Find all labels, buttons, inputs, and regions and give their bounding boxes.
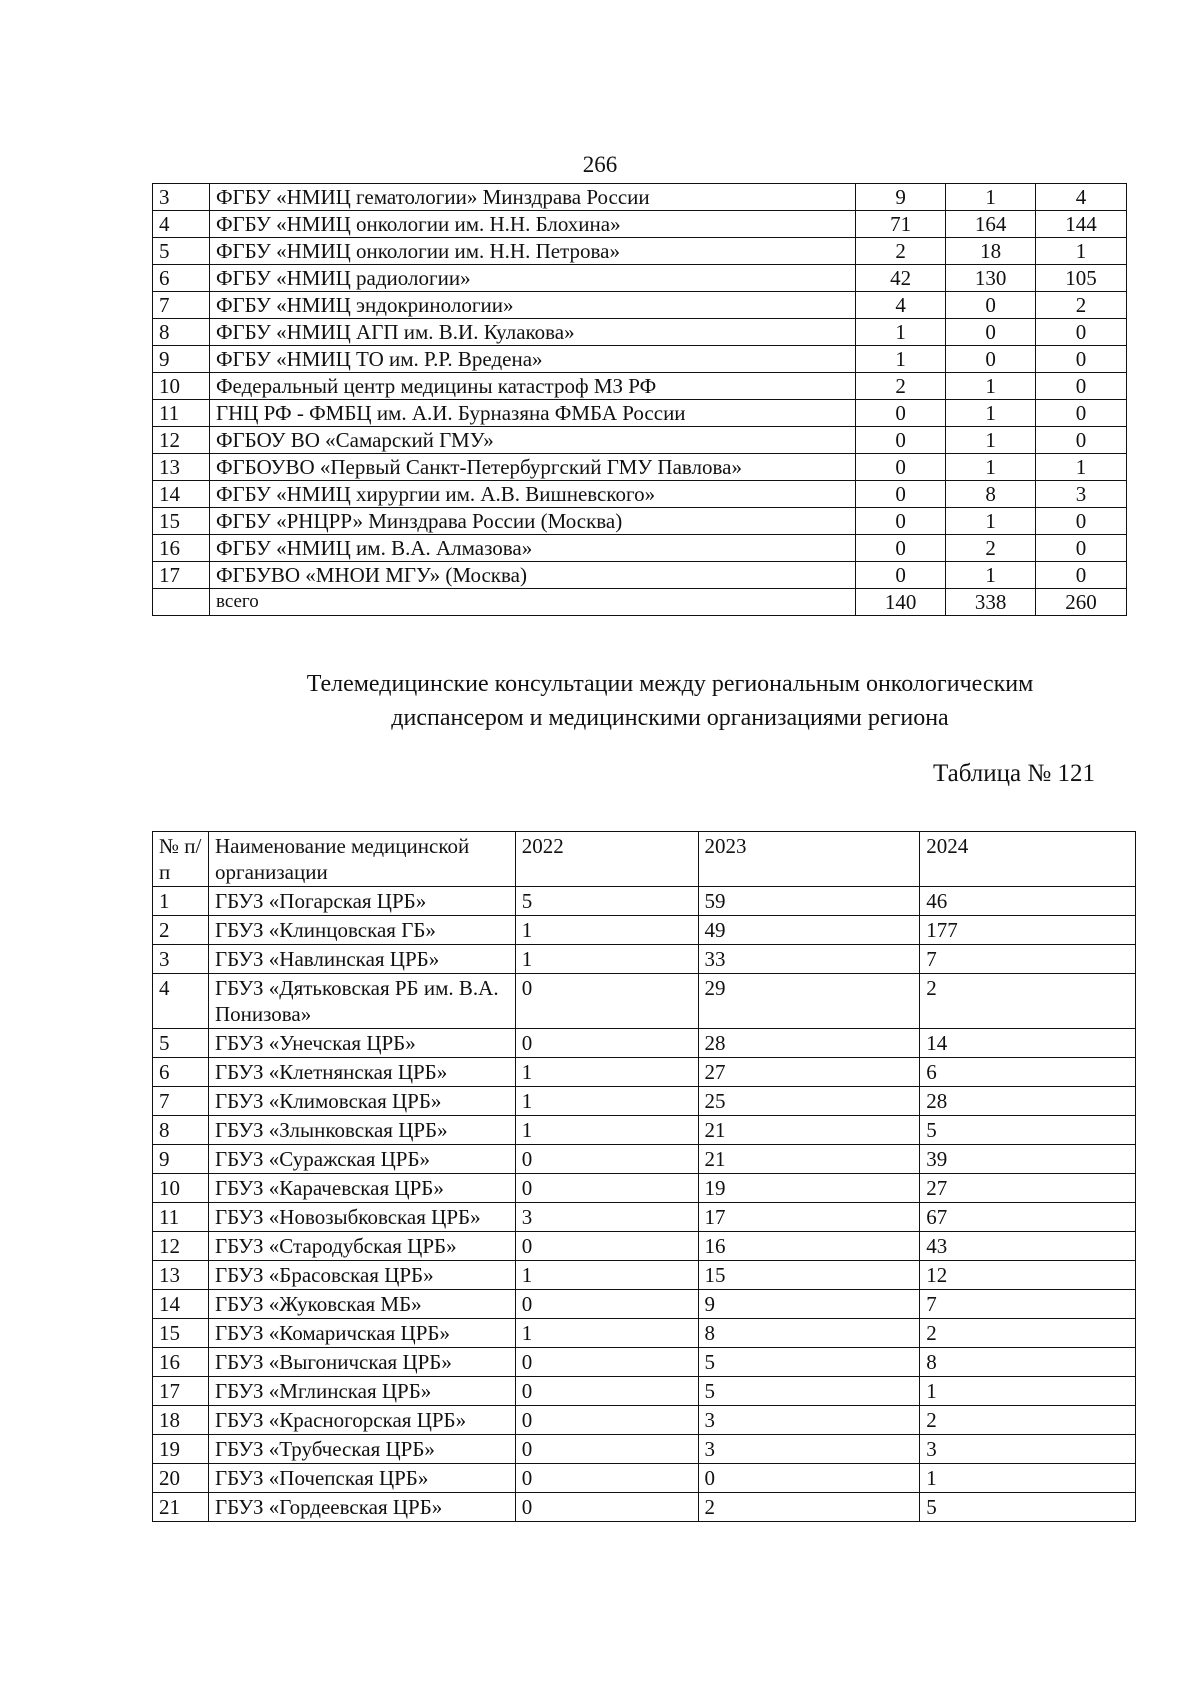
value-2022: 0	[515, 1029, 698, 1058]
value-2024: 6	[920, 1058, 1136, 1087]
table-row	[153, 1348, 1136, 1377]
organization-name: ФГБУ «НМИЦ ТО им. Р.Р. Вредена»	[209, 346, 855, 373]
organization-name: ГБУЗ «Карачевская ЦРБ»	[208, 1174, 515, 1203]
total-label: всего	[209, 589, 855, 616]
regional-consultations-table	[152, 831, 1136, 1522]
value-2022: 5	[515, 887, 698, 916]
value-2022: 0	[515, 1348, 698, 1377]
organization-name: ГБУЗ «Брасовская ЦРБ»	[208, 1261, 515, 1290]
organization-name: ГБУЗ «Новозыбковская ЦРБ»	[208, 1203, 515, 1232]
organization-name: ГБУЗ «Погарская ЦРБ»	[208, 887, 515, 916]
value-2023: 164	[946, 211, 1036, 238]
value-2023: 28	[698, 1029, 920, 1058]
organization-name: ГБУЗ «Красногорская ЦРБ»	[208, 1406, 515, 1435]
value-2022: 1	[515, 916, 698, 945]
value-2024: 3	[920, 1435, 1136, 1464]
value-2024: 3	[1036, 481, 1127, 508]
value-2023: 1	[946, 454, 1036, 481]
table-row	[153, 1406, 1136, 1435]
value-2023: 0	[698, 1464, 920, 1493]
value-2023: 1	[946, 562, 1036, 589]
value-2022: 1	[515, 1116, 698, 1145]
value-2023: 21	[698, 1116, 920, 1145]
value-2022: 0	[856, 400, 946, 427]
value-2022: 0	[515, 1145, 698, 1174]
value-2023: 18	[946, 238, 1036, 265]
table-row	[153, 1232, 1136, 1261]
table-row	[153, 184, 1127, 211]
section-heading	[0, 667, 1200, 735]
organization-name: ФГБУ «НМИЦ гематологии» Минздрава России	[209, 184, 855, 211]
value-2022: 0	[856, 535, 946, 562]
value-2024: 4	[1036, 184, 1127, 211]
row-number: 14	[153, 1290, 209, 1319]
value-2023: 130	[946, 265, 1036, 292]
table-row	[153, 562, 1127, 589]
row-number: 13	[153, 454, 210, 481]
value-2023: 19	[698, 1174, 920, 1203]
table-row	[153, 373, 1127, 400]
row-number: 7	[153, 1087, 209, 1116]
organization-name: ГБУЗ «Унечская ЦРБ»	[208, 1029, 515, 1058]
organization-name: ГБУЗ «Злынковская ЦРБ»	[208, 1116, 515, 1145]
value-2023: 27	[698, 1058, 920, 1087]
value-2024: 27	[920, 1174, 1136, 1203]
total-2023: 338	[946, 589, 1036, 616]
row-number: 19	[153, 1435, 209, 1464]
value-2023: 3	[698, 1406, 920, 1435]
value-2022: 4	[856, 292, 946, 319]
organization-name: ФГБУ «НМИЦ эндокринологии»	[209, 292, 855, 319]
header-2022: 2022	[515, 832, 698, 887]
organization-name: ФГБУ «НМИЦ радиологии»	[209, 265, 855, 292]
organization-name: ГБУЗ «Суражская ЦРБ»	[208, 1145, 515, 1174]
value-2024: 43	[920, 1232, 1136, 1261]
value-2023: 2	[946, 535, 1036, 562]
value-2023: 29	[698, 974, 920, 1029]
value-2022: 0	[515, 1377, 698, 1406]
value-2024: 39	[920, 1145, 1136, 1174]
value-2022: 0	[515, 1435, 698, 1464]
value-2024: 0	[1036, 535, 1127, 562]
organization-name: ФГБУ «НМИЦ хирургии им. А.В. Вишневского»	[209, 481, 855, 508]
table-row	[153, 346, 1127, 373]
table-row	[153, 1058, 1136, 1087]
organization-name: ФГБОУВО «Первый Санкт-Петербургский ГМУ Павлова»	[209, 454, 855, 481]
value-2022: 0	[856, 481, 946, 508]
row-number: 10	[153, 1174, 209, 1203]
value-2023: 1	[946, 373, 1036, 400]
total-2024: 260	[1036, 589, 1127, 616]
table-row	[153, 400, 1127, 427]
value-2023: 1	[946, 400, 1036, 427]
organization-name: ФГБУ «НМИЦ онкологии им. Н.Н. Блохина»	[209, 211, 855, 238]
value-2022: 1	[515, 1319, 698, 1348]
table-row	[153, 535, 1127, 562]
value-2024: 7	[920, 1290, 1136, 1319]
value-2023: 17	[698, 1203, 920, 1232]
row-number: 2	[153, 916, 209, 945]
value-2023: 1	[946, 508, 1036, 535]
value-2022: 0	[515, 1493, 698, 1522]
row-number: 1	[153, 887, 209, 916]
organization-name: ГБУЗ «Стародубская ЦРБ»	[208, 1232, 515, 1261]
row-number: 20	[153, 1464, 209, 1493]
table-row	[153, 1493, 1136, 1522]
row-number: 7	[153, 292, 210, 319]
value-2024: 14	[920, 1029, 1136, 1058]
table-row	[153, 1203, 1136, 1232]
organization-name: ГБУЗ «Гордеевская ЦРБ»	[208, 1493, 515, 1522]
value-2022: 71	[856, 211, 946, 238]
value-2024: 1	[1036, 238, 1127, 265]
row-number: 17	[153, 562, 210, 589]
organization-name: ФГБОУ ВО «Самарский ГМУ»	[209, 427, 855, 454]
value-2024: 46	[920, 887, 1136, 916]
row-number: 15	[153, 1319, 209, 1348]
total-empty-cell	[153, 589, 210, 616]
organization-name: Федеральный центр медицины катастроф МЗ РФ	[209, 373, 855, 400]
value-2022: 0	[515, 1174, 698, 1203]
row-number: 15	[153, 508, 210, 535]
table-row	[153, 265, 1127, 292]
organization-name: ГБУЗ «Мглинская ЦРБ»	[208, 1377, 515, 1406]
value-2024: 0	[1036, 427, 1127, 454]
value-2024: 5	[920, 1116, 1136, 1145]
organization-name: ГБУЗ «Комаричская ЦРБ»	[208, 1319, 515, 1348]
table-row	[153, 508, 1127, 535]
organization-name: ГБУЗ «Жуковская МБ»	[208, 1290, 515, 1319]
value-2023: 33	[698, 945, 920, 974]
organization-name: ФГБУВО «МНОИ МГУ» (Москва)	[209, 562, 855, 589]
table-row	[153, 887, 1136, 916]
value-2024: 0	[1036, 562, 1127, 589]
table-row	[153, 1087, 1136, 1116]
row-number: 13	[153, 1261, 209, 1290]
row-number: 4	[153, 211, 210, 238]
value-2024: 5	[920, 1493, 1136, 1522]
value-2022: 3	[515, 1203, 698, 1232]
section-heading-line1: Телемедицинские консультации между региональным онкологическим	[306, 671, 1034, 697]
table-row	[153, 974, 1136, 1029]
value-2023: 8	[698, 1319, 920, 1348]
table-row	[153, 1145, 1136, 1174]
value-2024: 1	[920, 1464, 1136, 1493]
row-number: 12	[153, 1232, 209, 1261]
row-number: 3	[153, 945, 209, 974]
value-2024: 0	[1036, 400, 1127, 427]
value-2024: 105	[1036, 265, 1127, 292]
value-2024: 2	[920, 1319, 1136, 1348]
value-2023: 1	[946, 427, 1036, 454]
value-2022: 0	[856, 508, 946, 535]
header-2023: 2023	[698, 832, 920, 887]
value-2022: 0	[515, 1232, 698, 1261]
page-number: 266	[582, 152, 618, 177]
value-2023: 16	[698, 1232, 920, 1261]
value-2022: 42	[856, 265, 946, 292]
row-number: 12	[153, 427, 210, 454]
table-row	[153, 481, 1127, 508]
value-2024: 7	[920, 945, 1136, 974]
row-number: 17	[153, 1377, 209, 1406]
row-number: 21	[153, 1493, 209, 1522]
value-2023: 15	[698, 1261, 920, 1290]
value-2023: 0	[946, 346, 1036, 373]
table-row	[153, 1464, 1136, 1493]
value-2023: 0	[946, 292, 1036, 319]
table-row	[153, 454, 1127, 481]
value-2022: 1	[515, 1261, 698, 1290]
value-2022: 1	[515, 1058, 698, 1087]
value-2023: 3	[698, 1435, 920, 1464]
value-2022: 0	[515, 1290, 698, 1319]
table-row	[153, 238, 1127, 265]
value-2023: 1	[946, 184, 1036, 211]
table-row	[153, 916, 1136, 945]
total-row	[153, 589, 1127, 616]
row-number: 8	[153, 1116, 209, 1145]
value-2023: 5	[698, 1377, 920, 1406]
row-number: 6	[153, 1058, 209, 1087]
table-row	[153, 1174, 1136, 1203]
organization-name: ГБУЗ «Клинцовская ГБ»	[208, 916, 515, 945]
value-2024: 144	[1036, 211, 1127, 238]
row-number: 18	[153, 1406, 209, 1435]
federal-centers-table	[152, 183, 1127, 616]
value-2023: 21	[698, 1145, 920, 1174]
value-2022: 1	[515, 1087, 698, 1116]
table-row	[153, 945, 1136, 974]
value-2024: 2	[1036, 292, 1127, 319]
value-2023: 5	[698, 1348, 920, 1377]
value-2022: 0	[856, 454, 946, 481]
value-2024: 28	[920, 1087, 1136, 1116]
value-2024: 0	[1036, 508, 1127, 535]
value-2024: 2	[920, 974, 1136, 1029]
table-row	[153, 1029, 1136, 1058]
organization-name: ФГБУ «НМИЦ онкологии им. Н.Н. Петрова»	[209, 238, 855, 265]
row-number: 14	[153, 481, 210, 508]
value-2022: 0	[856, 562, 946, 589]
row-number: 10	[153, 373, 210, 400]
value-2024: 1	[920, 1377, 1136, 1406]
organization-name: ГБУЗ «Дятьковская РБ им. В.А. Понизова»	[208, 974, 515, 1029]
section-heading-line2: диспансером и медицинскими организациями региона	[391, 705, 949, 731]
row-number: 5	[153, 238, 210, 265]
value-2023: 59	[698, 887, 920, 916]
row-number: 9	[153, 346, 210, 373]
value-2023: 2	[698, 1493, 920, 1522]
table-row	[153, 211, 1127, 238]
value-2022: 0	[515, 974, 698, 1029]
row-number: 4	[153, 974, 209, 1029]
row-number: 16	[153, 1348, 209, 1377]
table-caption: Таблица № 121	[932, 760, 1095, 787]
table-row	[153, 1116, 1136, 1145]
table-row	[153, 1261, 1136, 1290]
value-2022: 0	[515, 1406, 698, 1435]
value-2022: 2	[856, 373, 946, 400]
total-2022: 140	[856, 589, 946, 616]
value-2023: 9	[698, 1290, 920, 1319]
table-header-row	[153, 832, 1136, 887]
value-2022: 9	[856, 184, 946, 211]
organization-name: ГБУЗ «Трубческая ЦРБ»	[208, 1435, 515, 1464]
value-2024: 0	[1036, 346, 1127, 373]
value-2024: 0	[1036, 319, 1127, 346]
value-2024: 67	[920, 1203, 1136, 1232]
value-2024: 8	[920, 1348, 1136, 1377]
organization-name: ГНЦ РФ - ФМБЦ им. А.И. Бурназяна ФМБА России	[209, 400, 855, 427]
value-2023: 25	[698, 1087, 920, 1116]
header-organization: Наименование медицинской организации	[208, 832, 515, 887]
header-number: № п/п	[153, 832, 209, 887]
row-number: 11	[153, 400, 210, 427]
row-number: 6	[153, 265, 210, 292]
row-number: 3	[153, 184, 210, 211]
value-2022: 2	[856, 238, 946, 265]
value-2024: 0	[1036, 373, 1127, 400]
organization-name: ФГБУ «РНЦРР» Минздрава России (Москва)	[209, 508, 855, 535]
table-row	[153, 319, 1127, 346]
table-row	[153, 1435, 1136, 1464]
row-number: 5	[153, 1029, 209, 1058]
organization-name: ФГБУ «НМИЦ им. В.А. Алмазова»	[209, 535, 855, 562]
organization-name: ФГБУ «НМИЦ АГП им. В.И. Кулакова»	[209, 319, 855, 346]
value-2024: 177	[920, 916, 1136, 945]
organization-name: ГБУЗ «Почепская ЦРБ»	[208, 1464, 515, 1493]
header-2024: 2024	[920, 832, 1136, 887]
organization-name: ГБУЗ «Клетнянская ЦРБ»	[208, 1058, 515, 1087]
value-2023: 8	[946, 481, 1036, 508]
value-2022: 0	[856, 427, 946, 454]
value-2023: 0	[946, 319, 1036, 346]
row-number: 16	[153, 535, 210, 562]
value-2024: 2	[920, 1406, 1136, 1435]
value-2024: 12	[920, 1261, 1136, 1290]
value-2022: 1	[856, 319, 946, 346]
organization-name: ГБУЗ «Выгоничская ЦРБ»	[208, 1348, 515, 1377]
table-row	[153, 1319, 1136, 1348]
table-row	[153, 1377, 1136, 1406]
row-number: 8	[153, 319, 210, 346]
table-row	[153, 427, 1127, 454]
value-2022: 0	[515, 1464, 698, 1493]
table-row	[153, 292, 1127, 319]
row-number: 9	[153, 1145, 209, 1174]
row-number: 11	[153, 1203, 209, 1232]
value-2022: 1	[515, 945, 698, 974]
organization-name: ГБУЗ «Климовская ЦРБ»	[208, 1087, 515, 1116]
value-2022: 1	[856, 346, 946, 373]
value-2023: 49	[698, 916, 920, 945]
table-row	[153, 1290, 1136, 1319]
organization-name: ГБУЗ «Навлинская ЦРБ»	[208, 945, 515, 974]
value-2024: 1	[1036, 454, 1127, 481]
